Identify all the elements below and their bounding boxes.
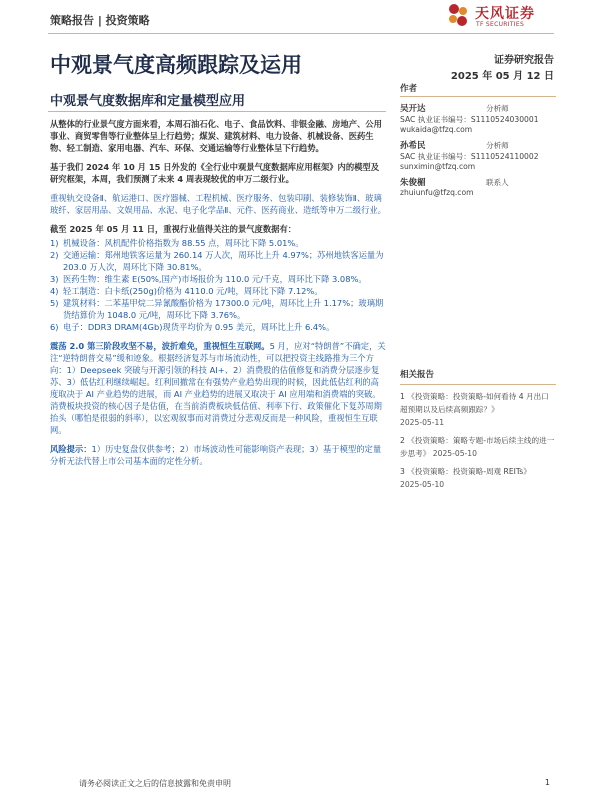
logo-subtext: TF SECURITIES — [476, 21, 525, 28]
list-item: 3) 医药生物：维生素 E(50%,国产)市场报价为 110.0 元/千克，周环比下降 3.08%。 — [50, 274, 367, 284]
related-report-item[interactable]: 2 《投资策略：策略专题-市场后续主线的进一步思考》 2025-05-10 — [400, 436, 555, 458]
author-email[interactable]: zhuiunfu@tfzq.com — [400, 188, 474, 197]
author-card — [400, 176, 556, 197]
page-number: 1 — [544, 778, 550, 787]
author-sac: SAC 执业证书编号：S1110524030001 — [400, 115, 539, 124]
related-reports — [400, 369, 556, 491]
related-heading: 相关报告 — [400, 369, 556, 385]
author-role: 分析师 — [486, 104, 509, 113]
header-divider — [48, 33, 554, 34]
strategy-paragraph: 震荡 2.0 第三阶段攻坚不易，波折难免，重视恒生互联网。5 月，应对“特朗普”不确定，关注“逆特朗普交易”缓和迹象。根据经济复苏与市场流动性，可以把投资主线路推为三个方向：1）Deepseek 突破与开源引领的科技 AI+、2）消费股的估值修复和消费分层逐步复苏、3）低估红利继续崛起。红利回撤常在有强势产业趋势出现的时候，因此低估红利的高度取决于 AI 产业趋势的进展，而 AI 产业趋势的进展又取决于 AI 应用端和消费端的突破。消费板块投资的核心因子是估值，在当前消费板块低估值、利率下行、政策催化下复苏周期抬头（哪怕是很弱的斜率），以宏观叙事而对消费过分悲观反而是一种风险，重视恒生互联网。 — [50, 341, 386, 435]
report-title: 中观景气度高频跟踪及运用 — [50, 53, 302, 77]
related-report-item[interactable]: 1 《投资策略：投资策略-如何看待 4 月出口超预期以及后续高频跟踪？》 2025-05-11 — [400, 390, 556, 429]
model-paragraph: 基于我们 2024 年 10 月 15 日外发的《全行业中观景气度数据库应用框架》内的模型及研究框架，本周，我们预测了未来 4 周表现较优的申万二级行业。 — [50, 162, 380, 184]
list-item: 4) 轻工制造：白卡纸(250g)价格为 4110.0 元/吨，周环比下降 7.12%。 — [50, 286, 323, 296]
author-sac: SAC 执业证书编号：S1110524110002 — [400, 152, 539, 161]
list-item: 2) 交通运输：郑州地铁客运量为 260.14 万人次，周环比上升 4.97%；苏州地铁客运量为 203.0 万人次，周环比下降 30.81%。 — [50, 250, 384, 272]
summary-paragraph: 从整体的行业景气度方面来看，本周石油石化、电子、食品饮料、非银金融、房地产、公用事业、商贸零售等行业整体呈上行趋势；煤炭、建筑材料、电力设备、机械设备、医药生物、轻工制造、家用电器、汽车、环保、交通运输等行业整体呈下行趋势。 — [50, 119, 382, 153]
list-item: 5) 建筑材料：二苯基甲烷二异氰酸酯价格为 17300.0 元/吨，周环比上升 1.17%；玻璃期货结算价为 1048.0 元/吨，周环比下降 3.76%。 — [50, 298, 384, 320]
logo-text: 天风证券 — [475, 6, 535, 22]
author-name: 朱俊楣 — [400, 178, 426, 188]
related-report-date: 2025-05-10 — [400, 480, 445, 489]
main-body — [50, 118, 386, 474]
data-list — [50, 237, 386, 333]
author-name: 吴开达 — [400, 104, 426, 114]
author-email[interactable]: sunximin@tfzq.com — [400, 162, 476, 171]
author-role: 分析师 — [486, 141, 509, 150]
risk-paragraph: 风险提示：1）历史复盘仅供参考；2）市场波动性可能影响资产表现；3）基于模型的定量分析无法代替上市公司基本面的定性分析。 — [50, 444, 382, 466]
related-report-item[interactable]: 3 《投资策略：投资策略-周观 REITs》 2025-05-10 — [400, 465, 556, 491]
author-email[interactable]: wukaida@tfzq.com — [400, 125, 473, 134]
author-role: 联系人 — [486, 178, 509, 187]
author-name: 孙希民 — [400, 141, 426, 151]
list-item: 1) 机械设备：风机配件价格指数为 88.55 点，周环比下降 5.01%。 — [50, 238, 304, 248]
author-card — [400, 139, 556, 171]
author-card — [400, 102, 556, 134]
report-subtitle: 中观景气度数据库和定量模型应用 — [50, 94, 246, 109]
disclaimer-footer: 请务必阅读正文之后的信息披露和免责申明 — [79, 779, 231, 788]
authors-panel — [400, 82, 556, 197]
data-lead: 截至 2025 年 05 月 11 日，重视行业值得关注的景气度数据有： — [50, 224, 297, 234]
logo — [445, 2, 555, 32]
logo-mark-icon — [445, 2, 471, 28]
list-item: 6) 电子：DDR3 DRAM(4Gb)现货平均价为 0.95 美元，周环比上升 6.4%。 — [50, 322, 335, 332]
industry-paragraph: 重视轨交设备Ⅱ、航运港口、医疗器械、工程机械、医疗服务、包装印刷、装修装饰Ⅱ、玻璃玻纤、家居用品、文娱用品、水泥、电子化学品Ⅱ、元件、医药商业、造纸等申万二级行业。 — [50, 193, 386, 215]
report-date: 2025 年 05 月 12 日 — [450, 71, 554, 82]
report-type: 证券研究报告 — [494, 55, 554, 66]
report-category: 策略报告 | 投资策略 — [50, 14, 150, 27]
related-report-date: 2025-05-11 — [400, 418, 445, 427]
subtitle-divider — [48, 111, 386, 112]
related-report-date: 2025-05-10 — [432, 449, 477, 458]
authors-heading: 作者 — [400, 82, 556, 97]
